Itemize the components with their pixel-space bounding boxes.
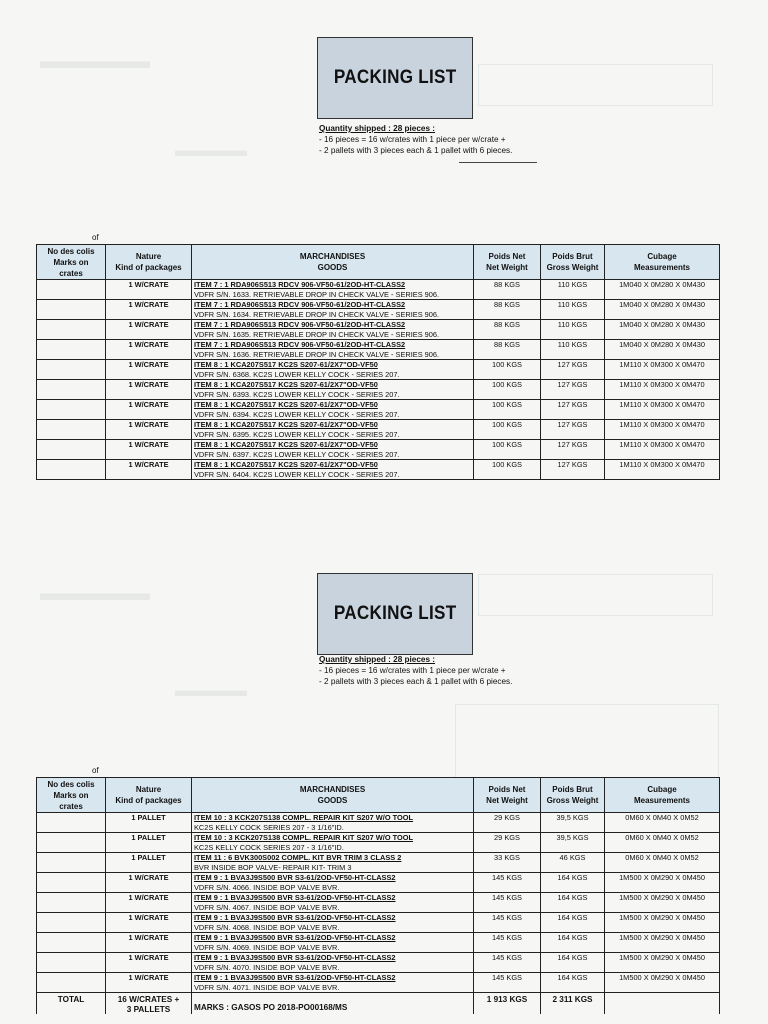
goods-item-line: ITEM 8 : 1 KCA207S517 KC2S S207-61/2X7"OD-VF50 [194, 400, 378, 409]
goods-cell [192, 913, 474, 933]
net-weight: 88 KGS [474, 280, 541, 300]
table-row [37, 360, 720, 380]
kind-of-package: 1 PALLET [106, 853, 192, 873]
marks-cell [37, 853, 106, 873]
table-row [37, 460, 720, 480]
kind-of-package: 1 W/CRATE [106, 440, 192, 460]
kind-of-package: 1 W/CRATE [106, 933, 192, 953]
goods-item-line: ITEM 7 : 1 RDA906S513 RDCV 906-VF50-61/2OD-HT-CLASS2 [194, 300, 406, 309]
gross-weight: 110 KGS [541, 320, 605, 340]
of-label: of [92, 233, 99, 242]
kind-of-package: 1 W/CRATE [106, 320, 192, 340]
kind-of-package: 1 W/CRATE [106, 460, 192, 480]
total-row [37, 993, 720, 1015]
goods-cell [192, 440, 474, 460]
net-weight: 145 KGS [474, 873, 541, 893]
column-header: Poids Brut Gross Weight [541, 245, 605, 280]
goods-item-line: ITEM 7 : 1 RDA906S513 RDCV 906-VF50-61/2OD-HT-CLASS2 [194, 280, 406, 289]
measurements: 1M040 X 0M280 X 0M430 [605, 320, 720, 340]
column-header: No des colis Marks on crates [37, 778, 106, 813]
measurements: 1M500 X 0M290 X 0M450 [605, 893, 720, 913]
goods-cell [192, 933, 474, 953]
column-header: Poids Brut Gross Weight [541, 778, 605, 813]
measurements: 0M60 X 0M40 X 0M52 [605, 813, 720, 833]
table-row [37, 833, 720, 853]
measurements: 1M500 X 0M290 X 0M450 [605, 973, 720, 993]
marks-cell [37, 973, 106, 993]
kind-of-package: 1 W/CRATE [106, 280, 192, 300]
goods-description-line: VDFR S/N. 4071. INSIDE BOP VALVE BVR. [194, 982, 340, 992]
net-weight: 88 KGS [474, 300, 541, 320]
goods-description-line: KC2S KELLY COCK SERIES 207 - 3 1/16"ID. [194, 822, 344, 832]
quantity-shipped [319, 654, 512, 687]
measurements: 1M500 X 0M290 X 0M450 [605, 953, 720, 973]
goods-item-line: ITEM 9 : 1 BVA3J9S500 BVR S3-61/2OD-VF50-HT-CLASS2 [194, 893, 396, 902]
table-row [37, 300, 720, 320]
goods-item-line: ITEM 9 : 1 BVA3J9S500 BVR S3-61/2OD-VF50-HT-CLASS2 [194, 953, 396, 962]
packing-table [36, 244, 720, 480]
marks-cell [37, 380, 106, 400]
measurements: 1M500 X 0M290 X 0M450 [605, 913, 720, 933]
faint-box [455, 704, 719, 780]
title-box [317, 573, 473, 655]
signature-line [459, 162, 537, 163]
goods-description-line: VDFR S/N. 1633. RETRIEVABLE DROP IN CHECK VALVE - SERIES 906. [194, 289, 440, 299]
measurements: 1M110 X 0M300 X 0M470 [605, 360, 720, 380]
goods-item-line: ITEM 8 : 1 KCA207S517 KC2S S207-61/2X7"OD-VF50 [194, 440, 378, 449]
goods-item-line: ITEM 7 : 1 RDA906S513 RDCV 906-VF50-61/2OD-HT-CLASS2 [194, 320, 406, 329]
measurements: 0M60 X 0M40 X 0M52 [605, 853, 720, 873]
table-row [37, 853, 720, 873]
measurements: 1M040 X 0M280 X 0M430 [605, 340, 720, 360]
quantity-heading: Quantity shipped : 28 pieces : [319, 124, 436, 133]
quantity-line: - 16 pieces = 16 w/crates with 1 piece per w/crate + [319, 135, 506, 144]
gross-weight: 46 KGS [541, 853, 605, 873]
marks-cell [37, 893, 106, 913]
table-row [37, 320, 720, 340]
gross-weight: 110 KGS [541, 340, 605, 360]
gross-weight: 39,5 KGS [541, 813, 605, 833]
measurements: 0M60 X 0M40 X 0M52 [605, 833, 720, 853]
column-header: No des colis Marks on crates [37, 245, 106, 280]
table-header-row [37, 245, 720, 280]
table-row [37, 400, 720, 420]
gross-weight: 110 KGS [541, 300, 605, 320]
kind-of-package: 1 PALLET [106, 813, 192, 833]
column-header: Cubage Measurements [605, 245, 720, 280]
gross-weight: 127 KGS [541, 380, 605, 400]
net-weight: 145 KGS [474, 973, 541, 993]
total-marks: MARKS : GASOS PO 2018-PO00168/MS [192, 993, 474, 1015]
goods-description-line: VDFR S/N. 6395. KC2S LOWER KELLY COCK - SERIES 207. [194, 429, 400, 439]
goods-item-line: ITEM 10 : 3 KCK207S138 COMPL. REPAIR KIT S207 W/O TOOL [194, 833, 414, 842]
gross-weight: 127 KGS [541, 460, 605, 480]
column-header: MARCHANDISES GOODS [192, 245, 474, 280]
goods-cell [192, 320, 474, 340]
gross-weight: 127 KGS [541, 420, 605, 440]
quantity-line: - 2 pallets with 3 pieces each & 1 pallet with 6 pieces. [319, 146, 513, 155]
measurements: 1M110 X 0M300 X 0M470 [605, 400, 720, 420]
net-weight: 145 KGS [474, 933, 541, 953]
goods-description-line: VDFR S/N. 1636. RETRIEVABLE DROP IN CHECK VALVE - SERIES 906. [194, 349, 440, 359]
total-kind: 16 W/CRATES + 3 PALLETS [106, 993, 192, 1015]
column-header: Cubage Measurements [605, 778, 720, 813]
kind-of-package: 1 W/CRATE [106, 953, 192, 973]
marks-cell [37, 933, 106, 953]
goods-item-line: ITEM 10 : 3 KCK207S138 COMPL. REPAIR KIT S207 W/O TOOL [194, 813, 414, 822]
gross-weight: 164 KGS [541, 873, 605, 893]
marks-cell [37, 280, 106, 300]
marks-cell [37, 320, 106, 340]
total-body [37, 993, 720, 1015]
net-weight: 145 KGS [474, 913, 541, 933]
faded-stamp: ▬▬▬▬ [175, 680, 247, 700]
gross-weight: 164 KGS [541, 933, 605, 953]
goods-cell [192, 360, 474, 380]
goods-item-line: ITEM 9 : 1 BVA3J9S500 BVR S3-61/2OD-VF50-HT-CLASS2 [194, 933, 396, 942]
goods-item-line: ITEM 11 : 6 BVK300S002 COMPL. KIT BVR TRIM 3 CLASS 2 [194, 853, 402, 862]
measurements: 1M110 X 0M300 X 0M470 [605, 380, 720, 400]
goods-item-line: ITEM 8 : 1 KCA207S517 KC2S S207-61/2X7"OD-VF50 [194, 360, 378, 369]
goods-item-line: ITEM 9 : 1 BVA3J9S500 BVR S3-61/2OD-VF50-HT-CLASS2 [194, 913, 396, 922]
marks-cell [37, 813, 106, 833]
quantity-heading: Quantity shipped : 28 pieces : [319, 655, 436, 664]
table-row [37, 873, 720, 893]
total-measurements-empty [605, 993, 720, 1015]
goods-description-line: VDFR S/N. 6397. KC2S LOWER KELLY COCK - SERIES 207. [194, 449, 400, 459]
kind-of-package: 1 W/CRATE [106, 420, 192, 440]
goods-description-line: VDFR S/N. 6368. KC2S LOWER KELLY COCK - SERIES 207. [194, 369, 400, 379]
table-row [37, 953, 720, 973]
net-weight: 100 KGS [474, 460, 541, 480]
goods-description-line: VDFR S/N. 4068. INSIDE BOP VALVE BVR. [194, 922, 340, 932]
gross-weight: 110 KGS [541, 280, 605, 300]
marks-cell [37, 440, 106, 460]
goods-cell [192, 853, 474, 873]
goods-description-line: VDFR S/N. 1634. RETRIEVABLE DROP IN CHECK VALVE - SERIES 906. [194, 309, 440, 319]
measurements: 1M110 X 0M300 X 0M470 [605, 440, 720, 460]
goods-description-line: VDFR S/N. 4066. INSIDE BOP VALVE BVR. [194, 882, 340, 892]
kind-of-package: 1 W/CRATE [106, 340, 192, 360]
goods-description-line: VDFR S/N. 6394. KC2S LOWER KELLY COCK - SERIES 207. [194, 409, 400, 419]
page-title: PACKING LIST [333, 67, 457, 88]
net-weight: 88 KGS [474, 320, 541, 340]
goods-cell [192, 460, 474, 480]
net-weight: 100 KGS [474, 420, 541, 440]
column-header: Nature Kind of packages [106, 778, 192, 813]
quantity-line: - 16 pieces = 16 w/crates with 1 piece per w/crate + [319, 666, 506, 675]
gross-weight: 39,5 KGS [541, 833, 605, 853]
quantity-line: - 2 pallets with 3 pieces each & 1 pallet with 6 pieces. [319, 677, 513, 686]
goods-cell [192, 973, 474, 993]
faded-logo: ▬▬▬▬▬ [40, 580, 150, 605]
goods-description-line: BVR INSIDE BOP VALVE- REPAIR KIT- TRIM 3 [194, 862, 352, 872]
goods-cell [192, 280, 474, 300]
marks-cell [37, 360, 106, 380]
measurements: 1M040 X 0M280 X 0M430 [605, 280, 720, 300]
total-net-weight: 1 913 KGS [474, 993, 541, 1015]
faint-box [478, 64, 713, 106]
quantity-shipped [319, 123, 512, 156]
table-row [37, 340, 720, 360]
table-row [37, 420, 720, 440]
measurements: 1M040 X 0M280 X 0M430 [605, 300, 720, 320]
kind-of-package: 1 W/CRATE [106, 973, 192, 993]
goods-cell [192, 380, 474, 400]
marks-cell [37, 340, 106, 360]
table-row [37, 440, 720, 460]
total-label: TOTAL [37, 993, 106, 1015]
gross-weight: 164 KGS [541, 893, 605, 913]
net-weight: 29 KGS [474, 833, 541, 853]
goods-cell [192, 300, 474, 320]
goods-description-line: VDFR S/N. 4067. INSIDE BOP VALVE BVR. [194, 902, 340, 912]
packing-table [36, 777, 720, 1014]
column-header: MARCHANDISES GOODS [192, 778, 474, 813]
gross-weight: 127 KGS [541, 400, 605, 420]
net-weight: 33 KGS [474, 853, 541, 873]
marks-cell [37, 300, 106, 320]
of-label: of [92, 766, 99, 775]
table-row [37, 893, 720, 913]
measurements: 1M500 X 0M290 X 0M450 [605, 873, 720, 893]
goods-item-line: ITEM 8 : 1 KCA207S517 KC2S S207-61/2X7"OD-VF50 [194, 460, 378, 469]
goods-description-line: VDFR S/N. 4069. INSIDE BOP VALVE BVR. [194, 942, 340, 952]
kind-of-package: 1 W/CRATE [106, 873, 192, 893]
goods-description-line: VDFR S/N. 1635. RETRIEVABLE DROP IN CHECK VALVE - SERIES 906. [194, 329, 440, 339]
table-row [37, 380, 720, 400]
table-header-row [37, 778, 720, 813]
gross-weight: 127 KGS [541, 440, 605, 460]
net-weight: 100 KGS [474, 360, 541, 380]
net-weight: 88 KGS [474, 340, 541, 360]
gross-weight: 164 KGS [541, 973, 605, 993]
goods-description-line: VDFR S/N. 6393. KC2S LOWER KELLY COCK - SERIES 207. [194, 389, 400, 399]
goods-item-line: ITEM 8 : 1 KCA207S517 KC2S S207-61/2X7"OD-VF50 [194, 380, 378, 389]
marks-cell [37, 833, 106, 853]
net-weight: 100 KGS [474, 380, 541, 400]
gross-weight: 164 KGS [541, 913, 605, 933]
measurements: 1M500 X 0M290 X 0M450 [605, 933, 720, 953]
gross-weight: 127 KGS [541, 360, 605, 380]
table-row [37, 973, 720, 993]
column-header: Poids Net Net Weight [474, 778, 541, 813]
goods-cell [192, 953, 474, 973]
goods-cell [192, 813, 474, 833]
table-row [37, 913, 720, 933]
kind-of-package: 1 W/CRATE [106, 300, 192, 320]
faded-stamp: ▬▬▬▬ [175, 140, 247, 160]
gross-weight: 164 KGS [541, 953, 605, 973]
column-header: Nature Kind of packages [106, 245, 192, 280]
goods-cell [192, 893, 474, 913]
column-header: Poids Net Net Weight [474, 245, 541, 280]
net-weight: 100 KGS [474, 400, 541, 420]
measurements: 1M110 X 0M300 X 0M470 [605, 420, 720, 440]
marks-cell [37, 953, 106, 973]
goods-item-line: ITEM 9 : 1 BVA3J9S500 BVR S3-61/2OD-VF50-HT-CLASS2 [194, 873, 396, 882]
table-body [37, 280, 720, 480]
kind-of-package: 1 W/CRATE [106, 380, 192, 400]
goods-description-line: VDFR S/N. 6404. KC2S LOWER KELLY COCK - SERIES 207. [194, 469, 400, 479]
goods-cell [192, 340, 474, 360]
marks-cell [37, 420, 106, 440]
goods-cell [192, 420, 474, 440]
marks-cell [37, 400, 106, 420]
goods-cell [192, 873, 474, 893]
goods-description-line: VDFR S/N. 4070. INSIDE BOP VALVE BVR. [194, 962, 340, 972]
table-body [37, 813, 720, 993]
kind-of-package: 1 W/CRATE [106, 893, 192, 913]
table-row [37, 813, 720, 833]
goods-cell [192, 400, 474, 420]
measurements: 1M110 X 0M300 X 0M470 [605, 460, 720, 480]
goods-item-line: ITEM 9 : 1 BVA3J9S500 BVR S3-61/2OD-VF50-HT-CLASS2 [194, 973, 396, 982]
page-title: PACKING LIST [333, 603, 457, 624]
title-box [317, 37, 473, 119]
kind-of-package: 1 PALLET [106, 833, 192, 853]
goods-cell [192, 833, 474, 853]
net-weight: 100 KGS [474, 440, 541, 460]
kind-of-package: 1 W/CRATE [106, 400, 192, 420]
goods-item-line: ITEM 8 : 1 KCA207S517 KC2S S207-61/2X7"OD-VF50 [194, 420, 378, 429]
marks-cell [37, 913, 106, 933]
faded-logo: ▬▬▬▬▬ [40, 48, 150, 73]
kind-of-package: 1 W/CRATE [106, 360, 192, 380]
goods-item-line: ITEM 7 : 1 RDA906S513 RDCV 906-VF50-61/2OD-HT-CLASS2 [194, 340, 406, 349]
marks-cell [37, 873, 106, 893]
kind-of-package: 1 W/CRATE [106, 913, 192, 933]
faint-box [478, 574, 713, 616]
table-row [37, 933, 720, 953]
marks-cell [37, 460, 106, 480]
goods-description-line: KC2S KELLY COCK SERIES 207 - 3 1/16"ID. [194, 842, 344, 852]
net-weight: 145 KGS [474, 953, 541, 973]
table-row [37, 280, 720, 300]
net-weight: 29 KGS [474, 813, 541, 833]
total-gross-weight: 2 311 KGS [541, 993, 605, 1015]
net-weight: 145 KGS [474, 893, 541, 913]
